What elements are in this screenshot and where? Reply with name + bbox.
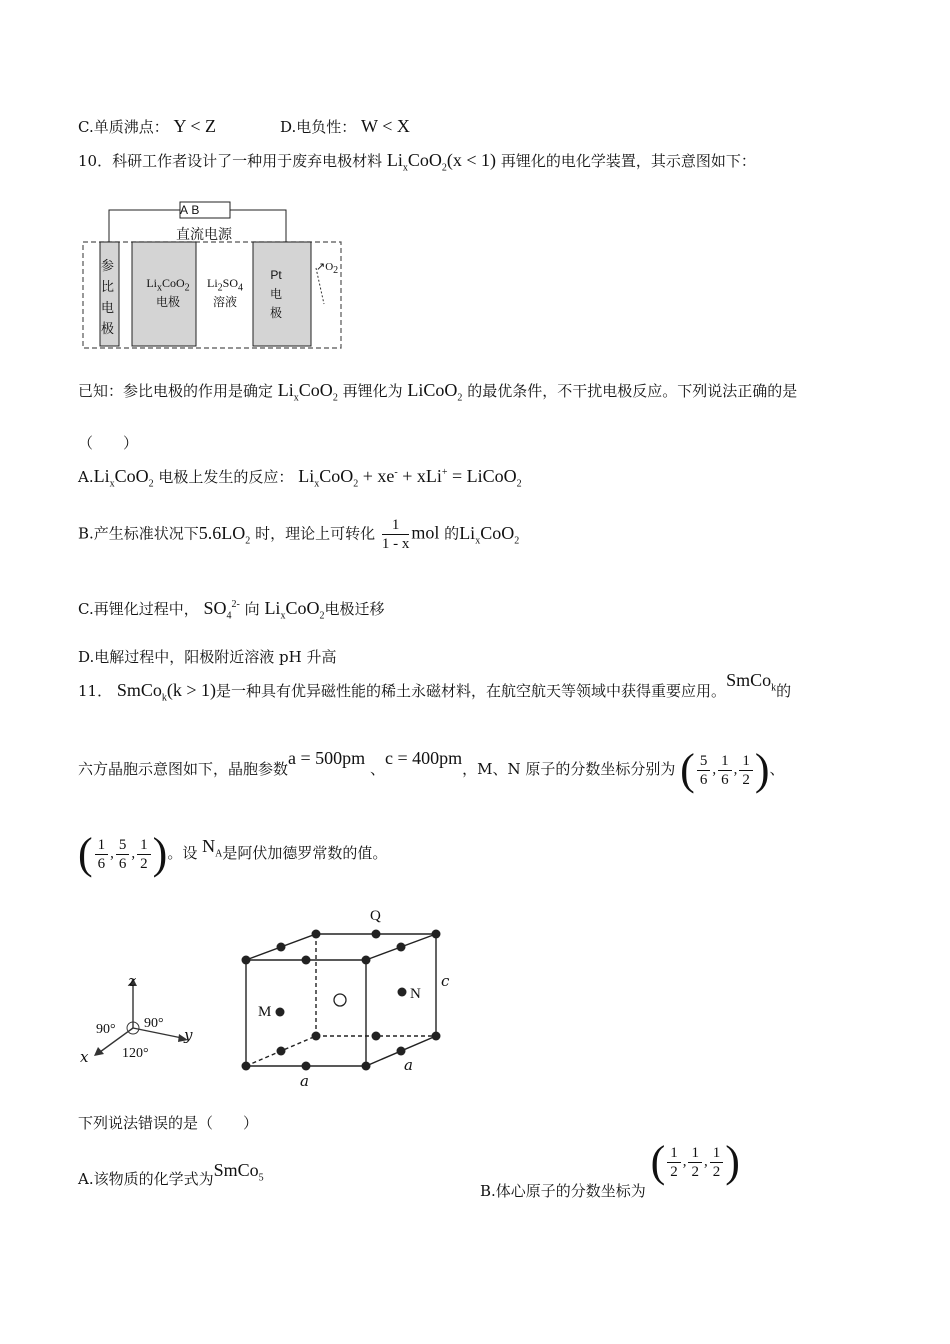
line3-text-a: 。设: [167, 844, 198, 862]
q10-number: 10．: [78, 152, 113, 170]
option-b-label: B.体心原子的分数坐标为: [480, 1182, 646, 1200]
coord-num: 1: [739, 752, 753, 771]
option-c-label: C.再锂化过程中，: [78, 600, 199, 618]
formula-lixcoo2: $Li_xCoO_2$: [277, 380, 338, 404]
q11-line2: [78, 745, 785, 794]
q10-option-a: [78, 466, 522, 490]
o2-volume: $5.6LO_2$: [198, 522, 251, 547]
line2-text-a: 六方晶胞示意图如下，晶胞参数: [78, 760, 289, 778]
option-d-expr: W < X: [361, 116, 410, 136]
reference-electrode-label: [101, 256, 114, 340]
answer-blank: （ ）: [78, 434, 139, 452]
option-a-label: A.: [78, 468, 94, 486]
angle-label-2: 90°: [144, 1016, 164, 1031]
pt-text: Pt: [270, 268, 282, 282]
pt-char: 极: [270, 306, 283, 320]
formula-lixcoo2: $Li_xCoO_2$: [264, 598, 325, 622]
param-a-label-1: a: [300, 1072, 309, 1090]
known-text-c: 的最优条件，不干扰电极反应。下列说法正确的是: [467, 382, 798, 400]
coord-den: 6: [699, 771, 708, 788]
coord-den: 2: [712, 1163, 721, 1180]
q10-stem: [78, 150, 756, 174]
terminal-b: B: [191, 203, 200, 217]
formula-lixcoo2: $Li_xCoO_2$: [93, 466, 154, 490]
separator: 、: [369, 760, 385, 778]
ref-char: 参: [101, 259, 115, 274]
q10-stem-text: 科研工作者设计了一种用于废弃电极材料: [112, 152, 383, 170]
option-b-label: B.产生标准状况下: [78, 524, 199, 543]
line2-text-c: 、: [769, 760, 785, 778]
coord-num: 1: [688, 1144, 702, 1163]
q11-line3: [78, 829, 388, 878]
option-c-prev: [78, 116, 216, 137]
q10-known: [78, 380, 797, 404]
q10-option-d: D.电解过程中，阳极附近溶液 pH 升高: [78, 648, 337, 666]
q11-prompt: 下列说法错误的是（ ）: [78, 1114, 259, 1132]
fraction-numerator: 1: [382, 516, 410, 535]
power-terminals: [180, 203, 199, 217]
coord-den: 2: [140, 855, 148, 872]
axis-z-label: z: [128, 972, 136, 990]
eq-part: = LiCoO: [452, 466, 517, 486]
option-a-text: 电极上发生的反应：: [158, 468, 294, 486]
formula-smco: SmCo: [116, 680, 162, 700]
licoo2-electrode-text: 电极: [155, 295, 180, 310]
o2-label: $↗O_2$: [316, 261, 339, 277]
q10-option-b: [78, 516, 519, 553]
param-c: c = 400pm: [384, 748, 463, 768]
param-c-label: c: [441, 972, 450, 990]
coord-m: ( $\frac{5}{6}$ , $\frac{1}{6}$ , $\frac{1}{2}$ ): [680, 745, 770, 794]
option-c-text-2: 电极迁移: [324, 600, 385, 618]
coord-den: 2: [670, 1163, 678, 1180]
li2so4-text: 溶液: [212, 295, 237, 310]
o2-text: O: [325, 261, 334, 273]
coord-num: 1: [137, 836, 151, 855]
fraction-denominator: 1 - x: [381, 536, 410, 552]
ref-char: 极: [101, 322, 115, 337]
q11-condition: (k > 1): [166, 680, 217, 700]
coord-num: 1: [710, 1144, 724, 1163]
formula-li: Li: [386, 150, 403, 170]
eq-part: + xLi: [402, 466, 442, 486]
q11-stem: 11． SmCo$_k$(k > 1)是一种具有优异磁性能的稀土永磁材料，在航空航天等领域中获得重要应用。SmCo$_k$的: [78, 670, 792, 704]
formula-lixcoo2: $Li_xCoO_2$: [459, 522, 520, 547]
coord-num: 5: [116, 836, 130, 855]
volume-value: 5.6L: [198, 522, 233, 543]
li2so4-label: $Li_2SO_4$ 溶液: [201, 276, 249, 310]
axis-y-label: y: [184, 1026, 193, 1044]
coord-n: ( $\frac{1}{6}$ , $\frac{5}{6}$ , $\frac{1}{2}$ ): [78, 829, 168, 878]
reaction-equation: $Li_xCoO_2 + xe^- + xLi^+$ = LiCoO$_2$: [298, 466, 522, 490]
known-text-a: 已知：参比电极的作用是确定: [78, 382, 274, 400]
q10-stem-text-2: 再锂化的电化学装置，其示意图如下：: [500, 152, 756, 170]
q11-option-a: [78, 1160, 264, 1192]
q11-stem-de: 的: [776, 682, 792, 700]
pt-char: 电: [270, 287, 283, 301]
na-text: N: [202, 836, 216, 856]
coord-den: 6: [118, 855, 127, 872]
option-b-de: 的: [444, 524, 460, 543]
na-sub: A: [215, 848, 223, 860]
known-text-b: 再锂化为: [342, 382, 403, 400]
q10-option-c: [78, 598, 384, 622]
formula-smcok: SmCo$_k$(k > 1): [116, 680, 217, 704]
param-a: a = 500pm: [288, 748, 366, 768]
sulfate-ion: $SO_4^{2-}$: [203, 598, 240, 622]
coord-body: ( $\frac{1}{2}$ , $\frac{1}{2}$ , $\frac{1}{2}$ ): [650, 1137, 740, 1186]
line3-text-b: 是阿伏加德罗常数的值。: [222, 844, 388, 862]
ref-char: 比: [101, 280, 115, 295]
angle-label-3: 120°: [122, 1046, 149, 1061]
formula-licoo2: LiCoO$_2$: [407, 380, 463, 404]
atom-q-label: Q: [370, 908, 381, 924]
option-c-label: C.单质沸点：: [78, 118, 169, 136]
axis-x-label: x: [80, 1048, 89, 1066]
option-d-label: D.电负性：: [280, 118, 357, 136]
option-d-prev: [280, 116, 410, 137]
option-c-expr: Y < Z: [173, 116, 216, 136]
unit-cell-diagram: [236, 920, 456, 1080]
coord-den: 6: [721, 771, 729, 788]
pt-electrode-label: [270, 266, 282, 323]
angle-label-1: 90°: [96, 1022, 116, 1037]
q11-number: 11．: [78, 682, 113, 700]
coord-num: 1: [95, 836, 109, 855]
power-supply-label: 直流电源: [176, 227, 232, 243]
avogadro: [202, 836, 223, 860]
eq-part: + xe: [362, 466, 395, 486]
coord-den: 6: [97, 855, 106, 872]
formula-smco5-sub: 5: [258, 1172, 264, 1184]
coord-num: 1: [718, 752, 732, 771]
fraction: [382, 516, 410, 553]
coord-num: 5: [697, 752, 711, 771]
q10-condition: (x < 1): [446, 150, 497, 170]
coord-num: 1: [667, 1144, 681, 1163]
q11-stem-text: 是一种具有优异磁性能的稀土永磁材料，在航空航天等领域中获得重要应用。: [216, 682, 727, 700]
q10-formula: $Li_xCoO_2$: [386, 150, 447, 174]
line2-text-b: ，M、N 原子的分数坐标分别为: [462, 760, 676, 778]
licoo2-electrode-label: $Li_xCoO_2$ 电极: [140, 276, 196, 310]
option-a-label: A.该物质的化学式为: [78, 1170, 214, 1188]
ref-char: 电: [101, 301, 115, 316]
atom-m-label: M: [258, 1004, 272, 1020]
atom-n-label: N: [410, 986, 421, 1002]
q11-option-b: [480, 1137, 740, 1200]
option-c-text: 向: [244, 600, 260, 618]
formula-smco5: [213, 1160, 264, 1184]
param-a-label-2: a: [404, 1056, 413, 1074]
coord-den: 2: [691, 1163, 699, 1180]
unit-mol: mol: [411, 522, 440, 543]
terminal-a: A: [180, 203, 189, 217]
option-b-text: 时，理论上可转化: [255, 524, 376, 543]
coord-den: 2: [742, 771, 750, 788]
formula-smco5-text: SmCo: [213, 1160, 259, 1180]
ion-text: SO: [203, 598, 227, 618]
